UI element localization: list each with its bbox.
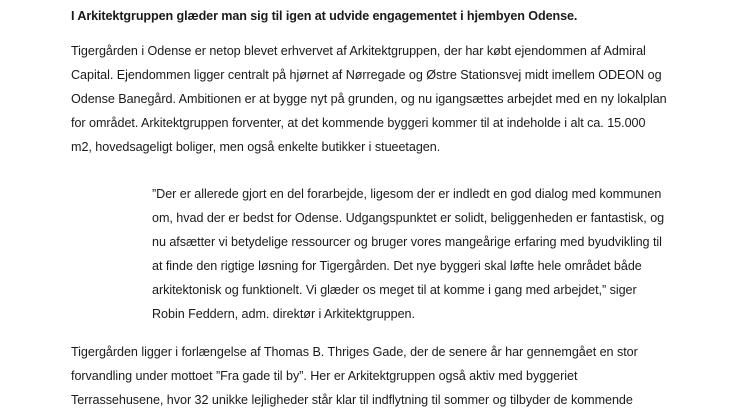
quote-line: om, hvad der er bedst for Odense. Udgangspunktet er solidt, beliggenheden er fantastisk, og: [152, 211, 665, 225]
paragraph-line: m2, hovedsageligt boliger, men også enkelte butikker i stueetagen.: [71, 140, 441, 154]
paragraph-line: Terrassehusene, hvor 32 unikke lejligheder står klar til indflytning til sommer og tilbyder de kommende: [71, 393, 633, 407]
paragraph-line: Tigergården i Odense er netop blevet erhvervet af Arkitektgruppen, der har købt ejendommen af Admiral: [71, 44, 646, 58]
document-heading: I Arkitektgruppen glæder man sig til igen at udvide engagementet i hjembyen Odense.: [71, 9, 578, 23]
quote-line: nu afsætter vi betydelige ressourcer og bruger vores mangeårige erfaring med byudvikling til: [152, 235, 662, 249]
paragraph-line: forvandling under mottoet ”Fra gade til by”. Her er Arkitektgruppen også aktiv med byggeriet: [71, 369, 578, 383]
quote-line: at finde den rigtige løsning for Tigergården. Det nye byggeri skal løfte hele området både: [152, 259, 642, 273]
paragraph-line: Odense Banegård. Ambitionen er at bygge nyt på grunden, og nu igangsættes arbejdet med en ny lokalplan: [71, 92, 667, 106]
quote-line: Robin Feddern, adm. direktør i Arkitektgruppen.: [152, 307, 415, 321]
quote-line: ”Der er allerede gjort en del forarbejde, ligesom der er indledt en god dialog med kommunen: [152, 187, 662, 201]
paragraph-line: for området. Arkitektgruppen forventer, at det kommende byggeri kommer til at indeholde i alt ca. 15.000: [71, 116, 646, 130]
paragraph-line: Tigergården ligger i forlængelse af Thomas B. Thriges Gade, der de senere år har gennemgået en stor: [71, 345, 638, 359]
quote-line: arkitektonisk og funktionelt. Vi glæder os meget til at komme i gang med arbejdet,” siger: [152, 283, 637, 297]
paragraph-line: Capital. Ejendommen ligger centralt på hjørnet af Nørregade og Østre Stationsvej midt imellem ODEON og: [71, 68, 662, 82]
